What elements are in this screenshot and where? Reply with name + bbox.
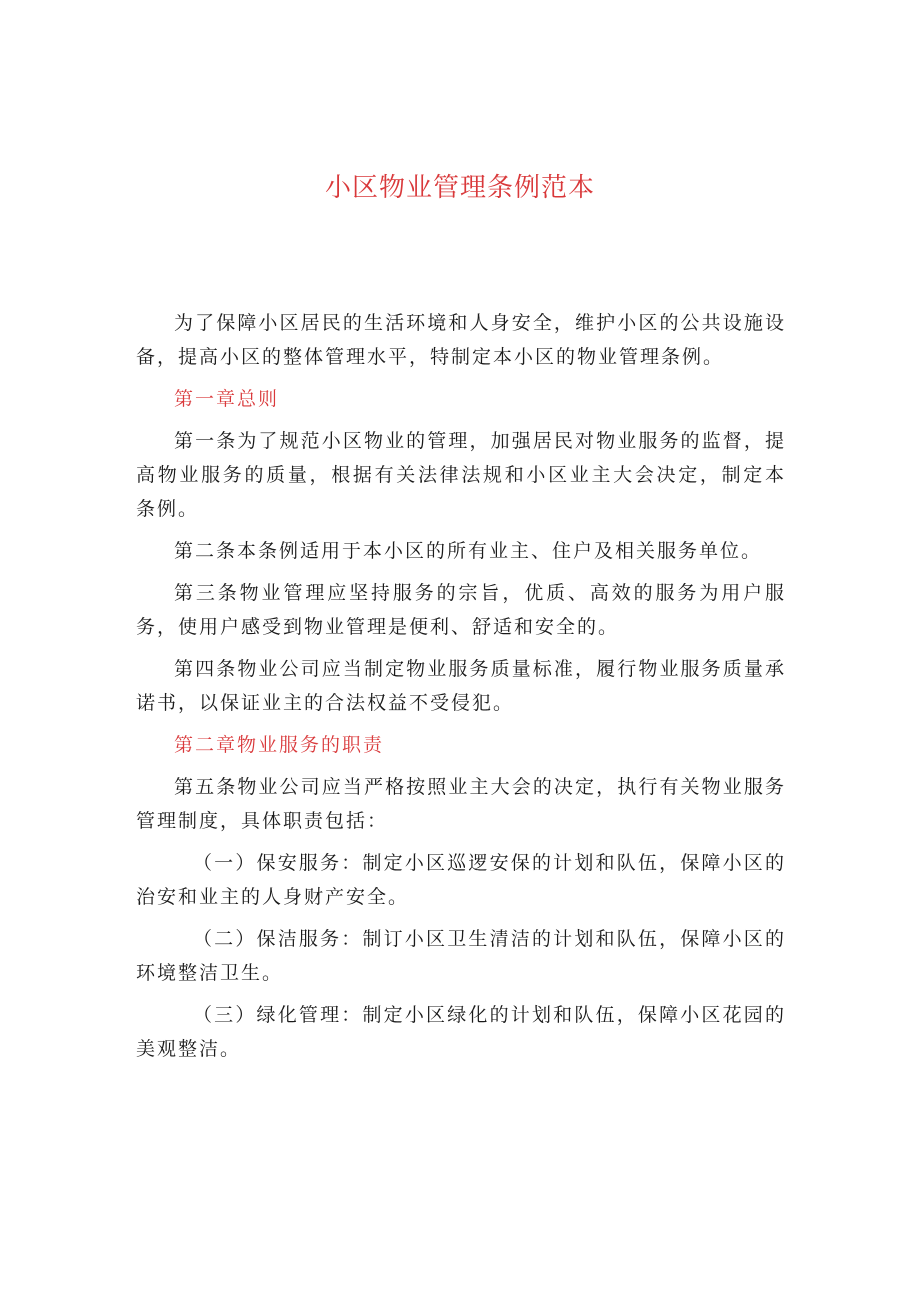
document-body bbox=[136, 306, 786, 1074]
article-3: 第三条物业管理应坚持服务的宗旨，优质、高效的服务为用户服务，使用户感受到物业管理是便利、舒适和安全的。 bbox=[136, 582, 786, 638]
duty-item-1: （一）保安服务：制定小区巡逻安保的计划和队伍，保障小区的治安和业主的人身财产安全。 bbox=[136, 852, 786, 908]
article-2: 第二条本条例适用于本小区的所有业主、住户及相关服务单位。 bbox=[174, 540, 763, 562]
article-5: 第五条物业公司应当严格按照业主大会的决定，执行有关物业服务管理制度，具体职责包括： bbox=[136, 776, 786, 832]
chapter-2-heading: 第二章物业服务的职责 bbox=[174, 734, 385, 756]
article-4: 第四条物业公司应当制定物业服务质量标准，履行物业服务质量承诺书，以保证业主的合法权益不受侵犯。 bbox=[136, 658, 786, 714]
duty-item-2: （二）保洁服务：制订小区卫生清洁的计划和队伍，保障小区的环境整洁卫生。 bbox=[136, 928, 786, 984]
article-1: 第一条为了规范小区物业的管理，加强居民对物业服务的监督，提高物业服务的质量，根据有关法律法规和小区业主大会决定，制定本条例。 bbox=[136, 430, 786, 520]
intro-paragraph: 为了保障小区居民的生活环境和人身安全，维护小区的公共设施设备，提高小区的整体管理水平，特制定本小区的物业管理条例。 bbox=[136, 312, 786, 368]
duty-item-3: （三）绿化管理：制定小区绿化的计划和队伍，保障小区花园的美观整洁。 bbox=[136, 1004, 786, 1060]
chapter-1-heading: 第一章总则 bbox=[174, 388, 280, 410]
document-title: 小区物业管理条例范本 bbox=[324, 173, 595, 203]
